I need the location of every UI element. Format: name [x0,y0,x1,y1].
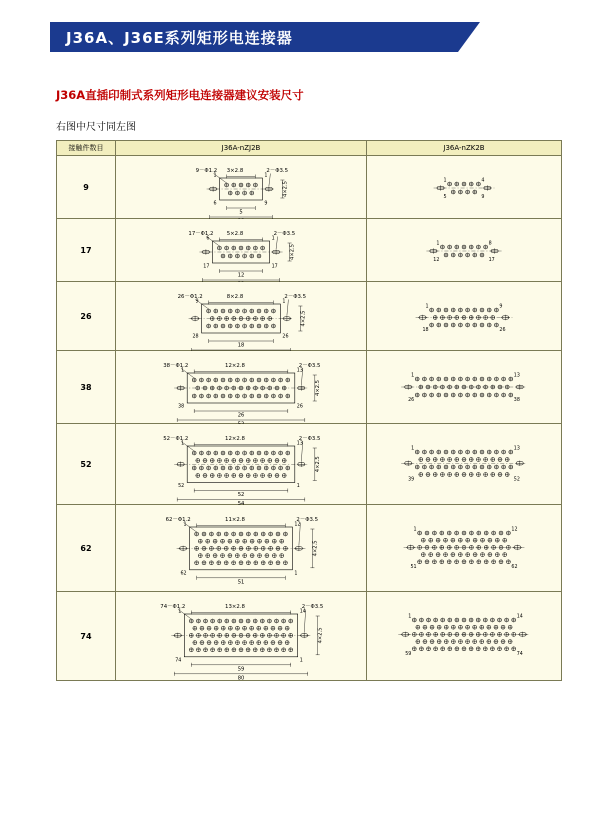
svg-text:62: 62 [180,571,187,577]
zk2b-drawing-cell [367,156,562,219]
contact-count-cell: 17 [57,219,116,282]
svg-text:2－Φ3.5: 2－Φ3.5 [296,517,319,523]
svg-text:17－Φ1.2: 17－Φ1.2 [188,231,214,237]
svg-text:8×2.8: 8×2.8 [226,294,244,300]
page-header-banner [50,22,510,52]
svg-text:26: 26 [408,398,415,403]
svg-text:62－Φ1.2: 62－Φ1.2 [165,517,191,523]
banner-arrow-tail [458,22,480,52]
column-header-zj2b: J36A-nZJ2B [116,141,367,156]
svg-text:74: 74 [175,658,182,664]
svg-text:2－Φ3.5: 2－Φ3.5 [301,604,324,610]
table-row [57,282,562,351]
svg-text:1: 1 [413,527,417,533]
svg-text:13: 13 [513,373,520,379]
svg-text:38－Φ1.2: 38－Φ1.2 [163,363,189,369]
svg-text:1: 1 [436,241,440,247]
svg-text:1: 1 [282,299,286,305]
svg-text:38: 38 [513,398,520,403]
svg-text:9: 9 [481,195,485,200]
dimensions-table [56,140,562,681]
svg-text:2－Φ3.5: 2－Φ3.5 [266,168,289,174]
svg-text:52: 52 [513,477,520,483]
contact-count-cell: 74 [57,592,116,681]
svg-text:1: 1 [411,373,415,379]
svg-text:12×2.8: 12×2.8 [225,363,245,369]
svg-text:1: 1 [183,522,187,528]
table-row [57,592,562,681]
svg-text:18: 18 [237,342,245,349]
table-row [57,219,562,282]
svg-text:5: 5 [443,195,447,200]
svg-text:26: 26 [237,412,245,419]
svg-text:1: 1 [213,173,217,179]
svg-text:1: 1 [425,304,429,310]
svg-text:38: 38 [178,404,185,410]
svg-text:59: 59 [237,666,245,673]
svg-text:1: 1 [408,614,412,620]
zk2b-drawing-cell [367,282,562,351]
svg-text:3×2.8: 3×2.8 [226,168,244,174]
svg-text:9－Φ1.2: 9－Φ1.2 [195,168,218,174]
contact-count-cell: 9 [57,156,116,219]
svg-text:4×2.5: 4×2.5 [300,310,307,327]
zj2b-drawing-cell [116,505,367,592]
svg-text:52－Φ1.2: 52－Φ1.2 [163,436,189,442]
svg-text:12: 12 [511,527,518,533]
zk2b-drawing-cell [367,592,562,681]
svg-text:1: 1 [178,609,182,615]
svg-text:26－Φ1.2: 26－Φ1.2 [177,294,203,300]
table-row [57,505,562,592]
zk2b-drawing-cell [367,424,562,505]
svg-text:4×2.5: 4×2.5 [317,627,324,644]
svg-text:12×2.8: 12×2.8 [225,436,245,442]
svg-text:1: 1 [181,441,185,447]
table-row [57,424,562,505]
svg-text:17: 17 [203,264,210,270]
column-header-zk2b: J36A-nZK2B [367,141,562,156]
svg-text:9: 9 [195,299,199,305]
svg-text:1: 1 [294,571,298,577]
svg-text:26: 26 [296,404,303,410]
table-body [57,156,562,681]
column-header-count: 接触件数目 [57,141,116,156]
zj2b-drawing-cell [116,156,367,219]
svg-text:6: 6 [213,201,217,207]
svg-text:1: 1 [296,484,300,489]
svg-text:17: 17 [488,258,495,263]
svg-text:80: 80 [237,675,245,682]
svg-text:51: 51 [410,564,417,570]
svg-text:13: 13 [296,441,303,447]
svg-text:1: 1 [299,658,303,664]
svg-text:9: 9 [499,304,503,310]
svg-text:4×2.5: 4×2.5 [314,380,321,396]
svg-text:1: 1 [411,446,415,452]
svg-text:18: 18 [422,328,429,333]
svg-text:14: 14 [516,614,523,620]
zk2b-drawing-cell [367,351,562,424]
svg-text:4×2.5: 4×2.5 [314,456,321,473]
svg-text:17: 17 [271,264,278,270]
svg-text:62: 62 [511,564,518,570]
zj2b-drawing-cell [116,282,367,351]
svg-text:5×2.8: 5×2.8 [226,231,244,237]
svg-text:74－Φ1.2: 74－Φ1.2 [160,604,186,610]
svg-text:12: 12 [294,522,301,528]
svg-text:14: 14 [299,609,306,615]
svg-text:4×2.5: 4×2.5 [282,181,289,197]
contact-count-cell: 26 [57,282,116,351]
svg-text:39: 39 [408,477,415,483]
svg-text:52: 52 [178,484,185,489]
section-note: 右图中尺寸同左图 [56,122,136,133]
svg-text:13×2.8: 13×2.8 [225,604,245,610]
zj2b-drawing-cell [116,351,367,424]
svg-text:13: 13 [513,446,520,452]
zj2b-drawing-cell [116,424,367,505]
zj2b-drawing-cell [116,592,367,681]
svg-text:1: 1 [181,368,185,374]
table-header-row [57,141,562,156]
svg-text:9: 9 [264,201,268,207]
contact-count-cell: 52 [57,424,116,505]
svg-text:13: 13 [296,368,303,374]
svg-text:28: 28 [192,334,199,340]
svg-text:52: 52 [237,492,245,498]
svg-text:8: 8 [488,241,492,247]
section-subtitle: J36A直插印制式系列矩形电连接器建议安装尺寸 [56,88,304,102]
svg-text:2－Φ3.5: 2－Φ3.5 [298,436,321,442]
zk2b-drawing-cell [367,505,562,592]
table-row [57,156,562,219]
svg-text:2－Φ3.5: 2－Φ3.5 [298,363,321,369]
svg-text:4: 4 [481,178,485,184]
svg-text:74: 74 [516,651,523,657]
svg-text:59: 59 [405,651,412,657]
svg-text:1: 1 [271,236,275,242]
svg-text:2－Φ3.5: 2－Φ3.5 [273,231,296,237]
svg-text:26: 26 [499,328,506,333]
page-title: J36A、J36E系列矩形电连接器 [66,29,293,47]
svg-text:2－Φ3.5: 2－Φ3.5 [284,294,307,300]
svg-text:4×2.5: 4×2.5 [312,540,319,557]
svg-text:12: 12 [237,272,245,279]
svg-text:6: 6 [206,236,210,242]
svg-text:51: 51 [237,579,245,586]
contact-count-cell: 62 [57,505,116,592]
table-row [57,351,562,424]
contact-count-cell: 38 [57,351,116,424]
svg-text:26: 26 [282,334,289,340]
svg-text:1: 1 [264,173,268,179]
svg-text:12: 12 [433,258,440,263]
svg-text:4×2.5: 4×2.5 [289,244,296,260]
svg-text:1: 1 [443,178,447,184]
zj2b-drawing-cell [116,219,367,282]
zk2b-drawing-cell [367,219,562,282]
svg-text:11×2.8: 11×2.8 [225,517,245,523]
svg-text:5: 5 [239,209,243,216]
